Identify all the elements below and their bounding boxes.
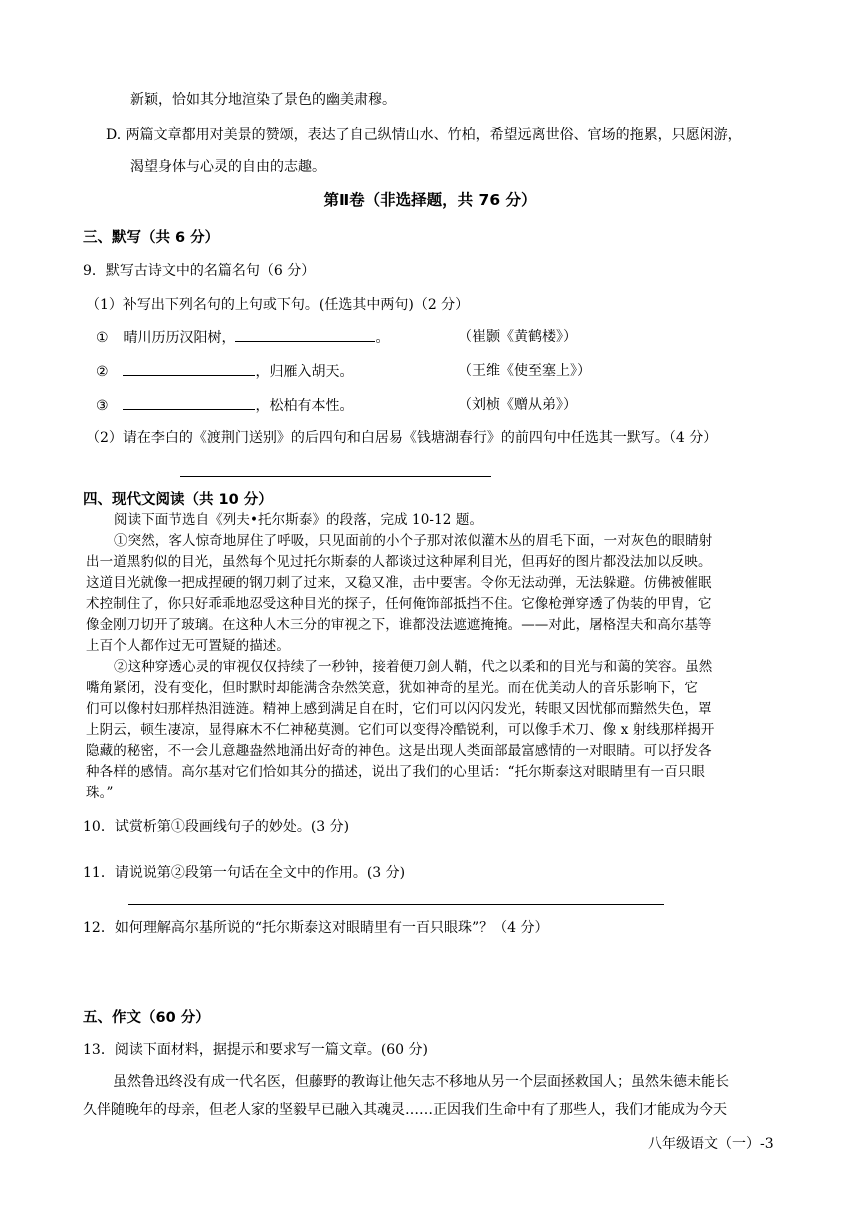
paragraph2-line: 珠。” <box>86 785 114 801</box>
fill-item-3 <box>96 395 353 416</box>
item-2-source: （王维《使至塞上》） <box>458 363 591 379</box>
essay-material-line: 虽然鲁迅终没有成一代名医，但藤野的教诲让他矢志不移地从另一个层面拯救国人；虽然朱德未能长 <box>113 1074 729 1090</box>
paragraph2-line: 们可以像村妇那样热泪涟涟。精神上感到满足自在时，它们可以闪闪发光，转眼又因忧郁而黯然失色，罩 <box>86 701 712 717</box>
reading-intro: 阅读下面节选自《列夫•托尔斯泰》的段落，完成 10-12 题。 <box>114 512 484 528</box>
item-text-after: ，松柏有本性。 <box>255 398 354 414</box>
item-text-before: 晴川历历汉阳树， <box>123 330 236 346</box>
question-12: 12．如何理解高尔基所说的“托尔斯泰这对眼睛里有一百只眼珠”？（4 分） <box>83 920 549 936</box>
section3-heading: 三、默写（共 6 分） <box>83 230 220 246</box>
question-9-part2: （2）请在李白的《渡荆门送别》的后四句和白居易《钱塘湖春行》的前四句中任选其一默写。（4 分） <box>86 430 718 446</box>
option-d-line1: D. 两篇文章都用对美景的赞颂，表达了自己纵情山水、竹柏，希望远离世俗、官场的拖累，只愿闲游， <box>106 127 742 143</box>
paragraph1-line: 像金刚刀切开了玻璃。在这种人木三分的审视之下，谁都没法遮遮掩掩。——对此，屠格涅夫和高尔基等 <box>86 617 712 633</box>
paragraph1-line: 这道目光就像一把成捏硬的钢刀刺了过来，又稳又准，击中要害。令你无法动弹，无法躲避。仿佛被催眠 <box>86 575 712 591</box>
paragraph1-line: 上百个人都作过无可置疑的描述。 <box>86 638 290 654</box>
paragraph2-line: 隐藏的秘密，不一会儿意趣盎然地涌出好奇的神色。这是出现人类面部最富感情的一对眼睛。可以抒发各 <box>86 743 712 759</box>
question-10: 10．试赏析第①段画线句子的妙处。(3 分) <box>83 819 350 835</box>
question-9: 9．默写古诗文中的名篇名句（6 分） <box>83 263 316 279</box>
question-9-part1: （1）补写出下列名句的上句或下句。(任选其中两句)（2 分） <box>86 297 470 313</box>
fill-item-2 <box>96 361 353 382</box>
paragraph2-line: ②这种穿透心灵的审视仅仅持续了一秒钟，接着便刀剑人鞘，代之以柔和的目光与和蔼的笑容。虽然 <box>114 659 713 675</box>
answer-line[interactable] <box>128 904 664 905</box>
paragraph2-line: 嘴角紧闭，没有变化，但时默时却能满含杂然笑意，犹如神奇的星光。而在优美动人的音乐影响下，它 <box>86 680 698 696</box>
item-number: ③ <box>96 398 109 414</box>
answer-blank[interactable] <box>123 361 255 376</box>
paragraph2-line: 上阴云，顿生凄凉，显得麻木不仁神秘莫测。它们可以变得冷酷锐利，可以像手术刀、像 x 射线那样揭开 <box>86 722 715 738</box>
paragraph1-line: 术控制住了，你只好乖乖地忍受这种目光的探子，任何俺饰部抵挡不住。它像枪弹穿透了伪装的甲胄，它 <box>86 596 712 612</box>
page-footer: 八年级语文（一）-3 <box>648 1136 774 1152</box>
paragraph2-line: 种各样的感情。高尔基对它们恰如其分的描述，说出了我们的心里话：“托尔斯泰这对眼睛里有一百只眼 <box>86 764 705 780</box>
option-c-continuation: 新颖，恰如其分地渲染了景色的幽美肃穆。 <box>130 92 396 108</box>
section5-heading: 五、作文（60 分） <box>83 1010 210 1026</box>
paragraph1-line: ①突然，客人惊奇地屏住了呼吸，只见面前的小个子那对浓似灌木丛的眉毛下面，一对灰色的眼睛射 <box>114 533 713 549</box>
paragraph1-line: 出一道黑豹似的目光，虽然每个见过托尔斯泰的人都谈过这种犀利目光，但再好的图片都没法加以反映。 <box>86 554 712 570</box>
fill-item-1 <box>96 327 389 348</box>
answer-blank[interactable] <box>235 327 375 342</box>
item-3-source: （刘桢《赠从弟》） <box>458 397 577 413</box>
item-1-source: （崔颢《黄鹤楼》） <box>458 329 577 345</box>
item-text-after: ，归雁入胡天。 <box>255 364 354 380</box>
question-11: 11．请说说第②段第一句话在全文中的作用。(3 分) <box>83 865 406 881</box>
answer-line[interactable] <box>180 476 491 477</box>
answer-blank[interactable] <box>123 395 255 410</box>
part2-title: 第Ⅱ卷（非选择题，共 76 分） <box>323 191 537 209</box>
item-text-after: 。 <box>375 330 390 346</box>
item-number: ② <box>96 364 109 380</box>
essay-material-line: 久伴随晚年的母亲，但老人家的坚毅早已融入其魂灵……正因我们生命中有了那些人，我们才能成为今天 <box>83 1102 727 1118</box>
option-d-line2: 渴望身体与心灵的自由的志趣。 <box>130 159 326 175</box>
section4-heading: 四、现代文阅读（共 10 分） <box>83 492 273 508</box>
question-13: 13．阅读下面材料，据提示和要求写一篇文章。(60 分) <box>83 1042 429 1058</box>
item-number: ① <box>96 330 109 346</box>
